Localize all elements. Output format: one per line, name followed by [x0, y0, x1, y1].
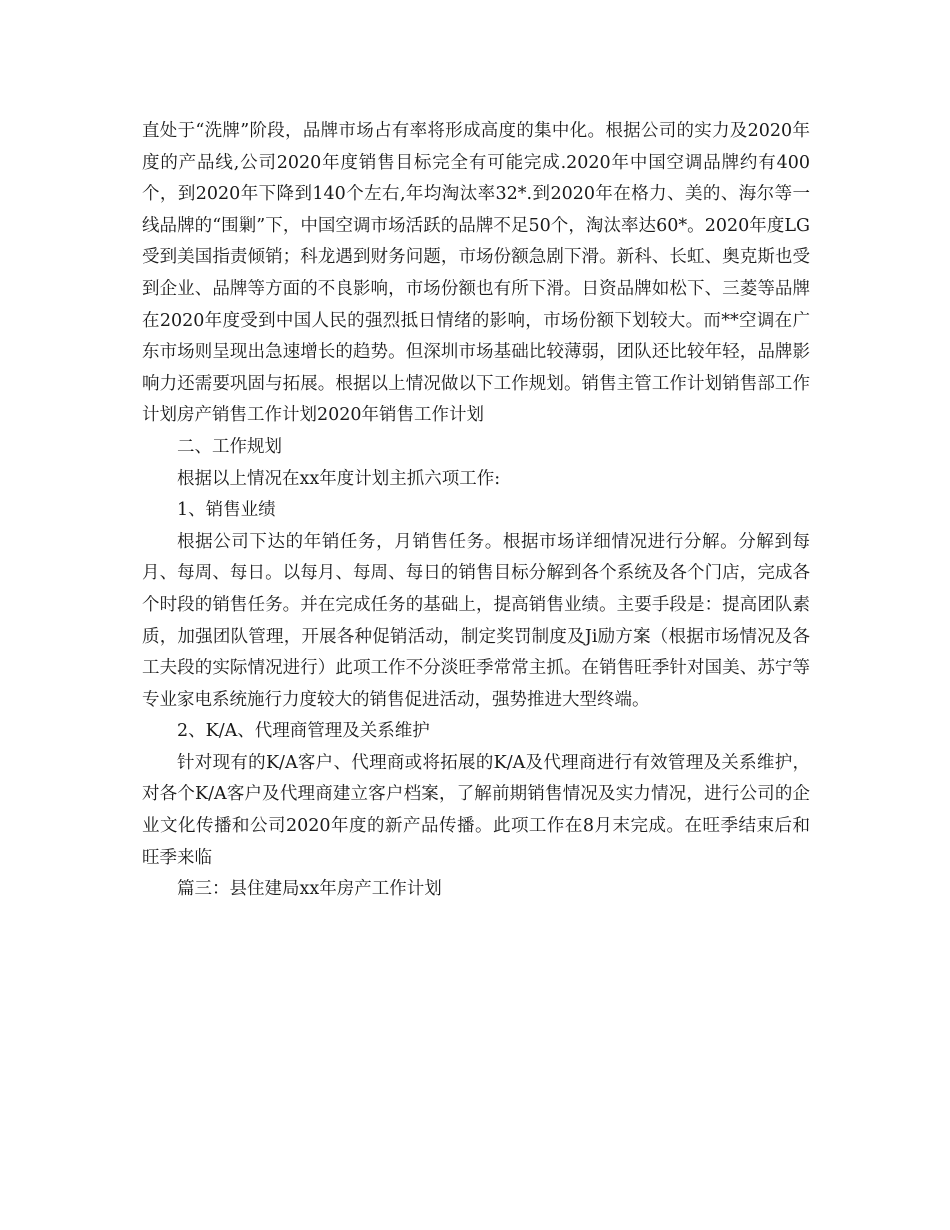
paragraph-six-tasks: 根据以上情况在xx年度计划主抓六项工作: — [177, 468, 501, 489]
heading-sales-performance: 1、销售业绩 — [177, 500, 276, 521]
heading-work-plan: 二、工作规划 — [177, 436, 282, 457]
paragraph-sales-performance: 根据公司下达的年销任务，月销售任务。根据市场详细情况进行分解。分解到每月、每周、每日。以每月、每周、每日的销售目标分解到各个系统及各个门店，完成各个时段的销售任务。并在完成任务的基础上，提高销售业绩。主要手段是：提高团队素质，加强团队管理，开展各种促销活动，制定奖罚制度及Ji励方案（根据市场情况及各工夫段的实际情况进行）此项工作不分淡旺季常常主抓。在销售旺季针对国美、苏宁等专业家电系统施行力度较大的销售促进活动，强势推进大型终端。 — [142, 531, 810, 710]
heading-ka-agent-management: 2、K/A、代理商管理及关系维护 — [177, 721, 430, 742]
paragraph-ka-agent-management: 针对现有的K/A客户、代理商或将拓展的K/A及代理商进行有效管理及关系维护，对各个K/A客户及代理商建立客户档案，了解前期销售情况及实力情况，进行公司的企业文化传播和公司2020年度的新产品传播。此项工作在8月末完成。在旺季结束后和旺季来临 — [142, 752, 810, 868]
document-page — [142, 116, 810, 906]
paragraph-market-analysis: 直处于“洗牌”阶段，品牌市场占有率将形成高度的集中化。根据公司的实力及2020年度的产品线,公司2020年度销售目标完全有可能完成.2020年中国空调品牌约有400个，到2020年下降到140个左右,年均淘汰率32*.到2020年在格力、美的、海尔等一线品牌的“围剿”下，中国空调市场活跃的品牌不足50个，淘汰率达60*。2020年度LG受到美国指责倾销；科龙遇到财务问题，市场份额急剧下滑。新科、长虹、奥克斯也受到企业、品牌等方面的不良影响，市场份额也有所下滑。日资品牌如松下、三菱等品牌在2020年度受到中国人民的强烈抵日情绪的影响，市场份额下划较大。而**空调在广东市场则呈现出急速增长的趋势。但深圳市场基础比较薄弱，团队还比较年轻，品牌影响力还需要巩固与拓展。根据以上情况做以下工作规划。销售主管工作计划销售部工作计划房产销售工作计划2020年销售工作计划 — [142, 121, 810, 426]
heading-part-three: 篇三：县住建局xx年房产工作计划 — [177, 879, 442, 900]
